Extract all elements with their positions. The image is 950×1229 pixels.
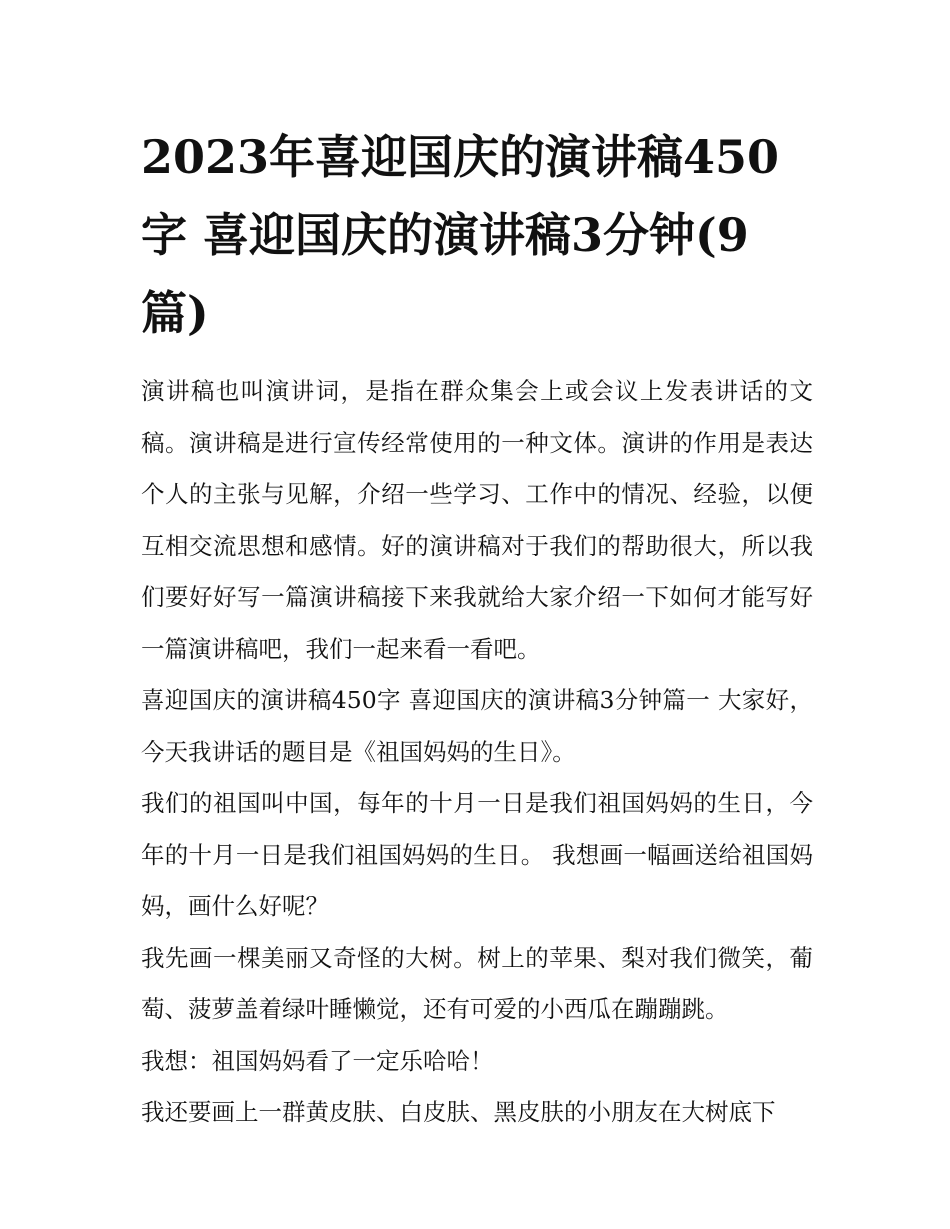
paragraph-tree: 我先画一棵美丽又奇怪的大树。树上的苹果、梨对我们微笑，葡萄、菠萝盖着绿叶睡懒觉，还有可爱的小西瓜在蹦蹦跳。: [141, 943, 813, 1023]
paragraph-intro: 演讲稿也叫演讲词，是指在群众集会上或会议上发表讲话的文稿。演讲稿是进行宣传经常使用的一种文体。演讲的作用是表达个人的主张与见解，介绍一些学习、工作中的情况、经验，以便互相交流思想和感情。好的演讲稿对于我们的帮助很大，所以我们要好好写一篇演讲稿接下来我就给大家介绍一下如何才能写好一篇演讲稿吧，我们一起来看一看吧。: [141, 377, 813, 663]
paragraph-opening: 喜迎国庆的演讲稿450字 喜迎国庆的演讲稿3分钟篇一 大家好，今天我讲话的题目是《祖国妈妈的生日》。: [141, 686, 813, 766]
document-title: 2023年喜迎国庆的演讲稿450字 喜迎国庆的演讲稿3分钟(9篇): [141, 130, 780, 340]
document-page: [141, 118, 813, 1139]
document-body: [141, 366, 813, 1139]
paragraph-thought: 我想：祖国妈妈看了一定乐哈哈！: [141, 1046, 494, 1075]
paragraph-birthday: 我们的祖国叫中国，每年的十月一日是我们祖国妈妈的生日，今年的十月一日是我们祖国妈妈的生日。 我想画一幅画送给祖国妈妈，画什么好呢？: [141, 789, 813, 920]
paragraph-children: 我还要画上一群黄皮肤、白皮肤、黑皮肤的小朋友在大树底下: [141, 1098, 776, 1126]
